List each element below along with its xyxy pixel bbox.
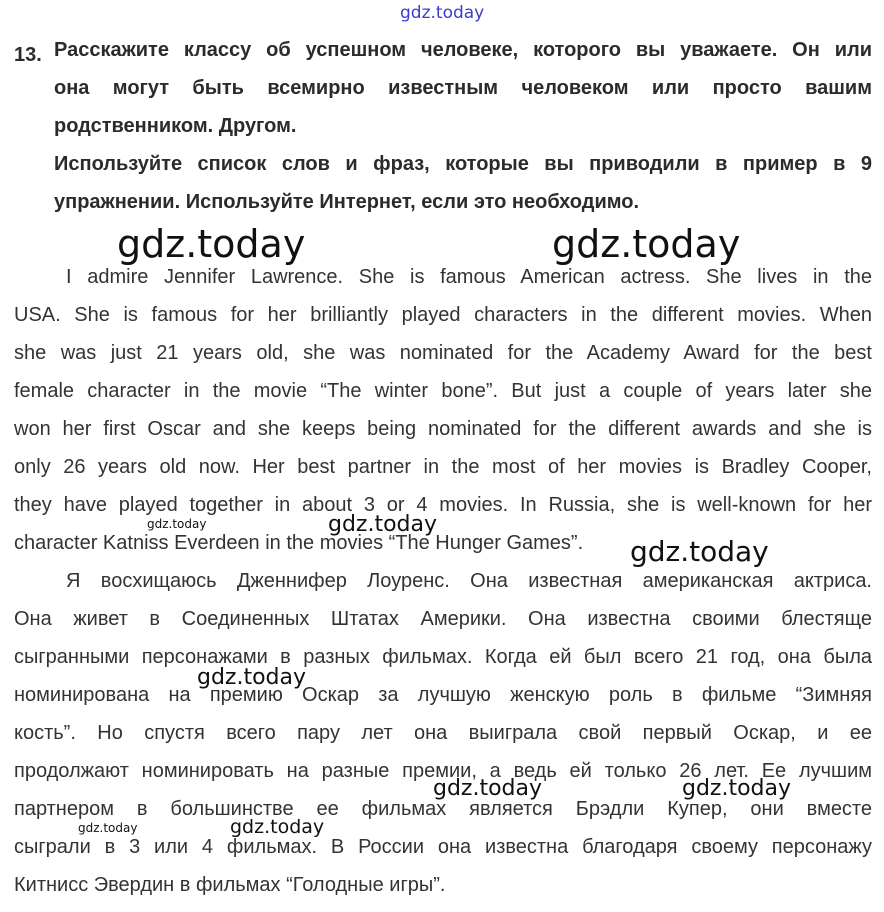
english-line-5: won her first Oscar and she keeps being nominated for the different awards and she is bbox=[14, 418, 872, 440]
english-line-3: she was just 21 years old, she was nominated for the Academy Award for the best bbox=[14, 342, 872, 364]
russian-line-3: сыгранными персонажами в разных фильмах. Когда ей был всего 21 год, она была bbox=[14, 646, 872, 668]
english-line-2: USA. She is famous for her brilliantly played characters in the different movies. When bbox=[14, 304, 872, 326]
watermark: gdz.today bbox=[433, 776, 543, 801]
english-line-6: only 26 years old now. Her best partner in the most of her movies is Bradley Cooper, bbox=[14, 456, 872, 478]
task-number: 13. bbox=[14, 44, 42, 66]
russian-line-7: партнером в большинстве ее фильмах является Брэдли Купер, они вместе bbox=[14, 798, 872, 820]
task-line-3: родственником. Другом. bbox=[54, 115, 297, 137]
russian-line-5: кость”. Но спустя всего пару лет она выиграла свой первый Оскар, и ее bbox=[14, 722, 872, 744]
english-line-4: female character in the movie “The winter bone”. But just a couple of years later she bbox=[14, 380, 872, 402]
watermark: gdz.today bbox=[552, 222, 741, 266]
task-line-5: упражнении. Используйте Интернет, если это необходимо. bbox=[54, 191, 640, 213]
header-watermark: gdz.today bbox=[400, 3, 485, 23]
task-line-1: Расскажите классу об успешном человеке, которого вы уважаете. Он или bbox=[54, 39, 872, 61]
russian-line-1: Я восхищаюсь Дженнифер Лоуренс. Она известная американская актриса. bbox=[66, 570, 872, 592]
russian-line-8: сыграли в 3 или 4 фильмах. В России она известна благодаря своему персонажу bbox=[14, 836, 872, 858]
watermark: gdz.today bbox=[682, 776, 792, 801]
watermark: gdz.today bbox=[630, 535, 769, 568]
watermark: gdz.today bbox=[197, 665, 307, 690]
russian-line-6: продолжают номинировать на разные премии, а ведь ей только 26 лет. Ее лучшим bbox=[14, 760, 872, 782]
task-line-2: она могут быть всемирно известным человеком или просто вашим bbox=[54, 77, 872, 99]
watermark: gdz.today bbox=[147, 517, 207, 531]
watermark: gdz.today bbox=[78, 821, 138, 835]
russian-line-4: номинирована на премию Оскар за лучшую женскую роль в фильме “Зимняя bbox=[14, 684, 872, 706]
watermark: gdz.today bbox=[328, 512, 438, 537]
watermark: gdz.today bbox=[230, 816, 325, 838]
watermark: gdz.today bbox=[117, 222, 306, 266]
russian-line-2: Она живет в Соединенных Штатах Америки. Она известна своими блестяще bbox=[14, 608, 872, 630]
english-line-1: I admire Jennifer Lawrence. She is famous American actress. She lives in the bbox=[66, 266, 872, 288]
russian-line-9: Китнисс Эвердин в фильмах “Голодные игры”. bbox=[14, 874, 446, 896]
english-line-8: character Katniss Everdeen in the movies “The Hunger Games”. bbox=[14, 532, 584, 554]
task-line-4: Используйте список слов и фраз, которые вы приводили в пример в 9 bbox=[54, 153, 872, 175]
english-line-7: they have played together in about 3 or 4 movies. In Russia, she is well-known for her bbox=[14, 494, 872, 516]
